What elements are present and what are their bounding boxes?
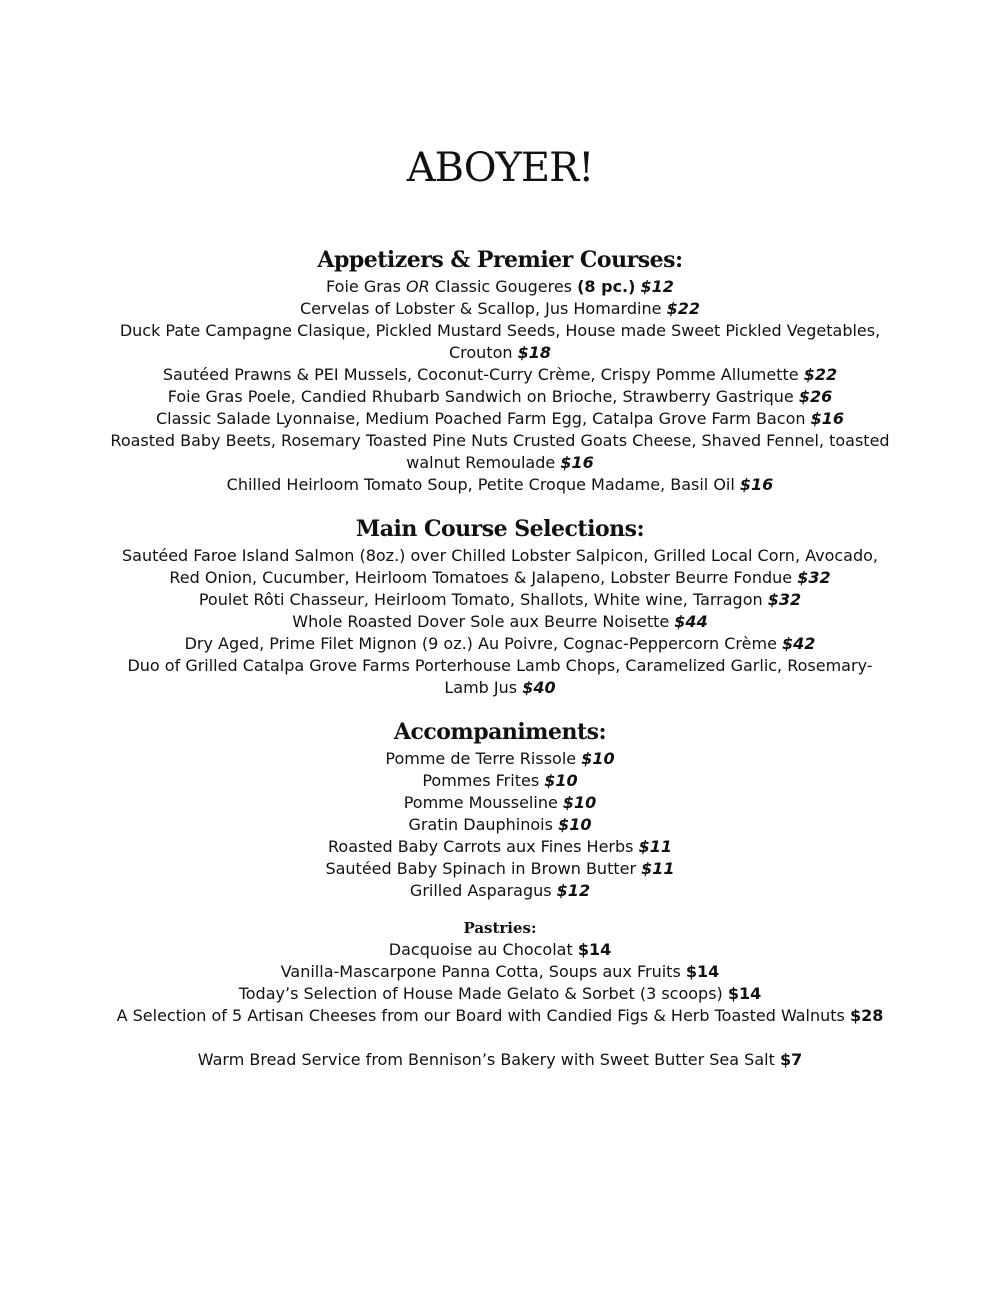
item-price: $7 (779, 1050, 803, 1069)
item-text: Whole Roasted Dover Sole aux Beurre Noisette (292, 612, 670, 631)
item-text: Dacquoise au Chocolat (388, 940, 573, 959)
item-price: $14 (685, 962, 720, 981)
menu-item (110, 364, 890, 386)
item-text: Pommes Frites (422, 771, 540, 790)
item-text: Duck Pate Campagne Clasique, Pickled Mustard Seeds, House made Sweet Pickled Vegetables, Crouton (119, 321, 881, 362)
section-spacer (110, 902, 890, 917)
item-text: Foie Gras Poele, Candied Rhubarb Sandwich on Brioche, Strawberry Gastrique (167, 387, 794, 406)
section-spacer (110, 699, 890, 716)
item-text: Sautéed Faroe Island Salmon (8oz.) over Chilled Lobster Salpicon, Grilled Local Corn, Avocado, Red Onion, Cucumber, Heirloom Tomatoes & Jalapeno, Lobster Beurre Fondue (121, 546, 879, 587)
item-price: $11 (638, 837, 672, 856)
menu-item (110, 386, 890, 408)
menu-item (110, 983, 890, 1005)
mains-section (110, 513, 890, 699)
menu-item (110, 655, 890, 699)
item-text-emphasis: OR (406, 277, 430, 296)
item-price: $14 (577, 940, 612, 959)
item-text: Foie Gras (326, 277, 407, 296)
menu-item (110, 770, 890, 792)
item-text: Grilled Asparagus (409, 881, 552, 900)
item-price: $14 (727, 984, 762, 1003)
menu-item (110, 1005, 890, 1027)
item-text: Today’s Selection of House Made Gelato & Sorbet (3 scoops) (238, 984, 723, 1003)
item-text: Sautéed Baby Spinach in Brown Butter (325, 859, 637, 878)
item-price: $10 (544, 771, 578, 790)
item-price: $22 (803, 365, 838, 384)
item-text: Roasted Baby Beets, Rosemary Toasted Pine Nuts Crusted Goats Cheese, Shaved Fennel, toasted walnut Remoulade (110, 431, 890, 472)
item-text: Poulet Rôti Chasseur, Heirloom Tomato, Shallots, White wine, Tarragon (198, 590, 763, 609)
menu-item (110, 792, 890, 814)
restaurant-title: ABOYER! (406, 145, 594, 191)
item-price: $22 (666, 299, 700, 318)
item-text: Vanilla-Mascarpone Panna Cotta, Soups aux Fruits (280, 962, 681, 981)
appetizers-heading: Appetizers & Premier Courses: (317, 247, 683, 273)
bread-service (110, 1049, 890, 1071)
item-price: $10 (581, 749, 615, 768)
item-price: $32 (767, 590, 802, 609)
item-price: $10 (562, 793, 597, 812)
item-text: Classic Salade Lyonnaise, Medium Poached Farm Egg, Catalpa Grove Farm Bacon (155, 409, 806, 428)
menu-item (110, 589, 890, 611)
mains-list (110, 545, 890, 699)
item-text: Warm Bread Service from Bennison’s Bakery with Sweet Butter Sea Salt (197, 1050, 775, 1069)
menu-item (110, 939, 890, 961)
item-price: $44 (674, 612, 708, 631)
menu-item (110, 880, 890, 902)
menu-item (110, 836, 890, 858)
item-price: $18 (517, 343, 552, 362)
item-price: $40 (522, 678, 556, 697)
appetizers-section (110, 244, 890, 496)
item-text: Pomme de Terre Rissole (385, 749, 577, 768)
mains-heading: Main Course Selections: (355, 516, 645, 542)
menu-item (110, 748, 890, 770)
section-spacer (110, 496, 890, 513)
pastries-list (110, 939, 890, 1027)
item-text: Sautéed Prawns & PEI Mussels, Coconut-Curry Crème, Crispy Pomme Allumette (162, 365, 799, 384)
accompaniments-heading: Accompaniments: (393, 719, 607, 745)
item-price: $42 (782, 634, 816, 653)
menu-item (110, 430, 890, 474)
menu-item (110, 545, 890, 589)
menu-body (110, 244, 890, 1071)
pastries-heading: Pastries: (463, 919, 537, 937)
item-text: Duo of Grilled Catalpa Grove Farms Porterhouse Lamb Chops, Caramelized Garlic, Rosemary-Lamb Jus (127, 656, 873, 697)
item-text: Roasted Baby Carrots aux Fines Herbs (328, 837, 634, 856)
menu-item (110, 276, 890, 298)
item-text: Chilled Heirloom Tomato Soup, Petite Croque Madame, Basil Oil (226, 475, 735, 494)
menu-item (110, 408, 890, 430)
item-price: $32 (797, 568, 831, 587)
item-price: $16 (810, 409, 845, 428)
item-text: Gratin Dauphinois (408, 815, 553, 834)
menu-item (110, 298, 890, 320)
item-text: Pomme Mousseline (403, 793, 558, 812)
item-text: A Selection of 5 Artisan Cheeses from our Board with Candied Figs & Herb Toasted Walnuts (116, 1006, 845, 1025)
item-price: $16 (560, 453, 594, 472)
menu-item (110, 961, 890, 983)
item-price: $12 (640, 277, 674, 296)
section-spacer (110, 1027, 890, 1049)
menu-item (110, 858, 890, 880)
appetizers-list (110, 276, 890, 496)
menu-item (110, 611, 890, 633)
item-price: $11 (641, 859, 675, 878)
menu-item (110, 320, 890, 364)
item-price: $16 (739, 475, 774, 494)
menu-item (110, 814, 890, 836)
pastries-section (110, 917, 890, 1027)
item-text: Dry Aged, Prime Filet Mignon (9 oz.) Au Poivre, Cognac-Peppercorn Crème (184, 634, 777, 653)
menu-item (110, 474, 890, 496)
item-text: Cervelas of Lobster & Scallop, Jus Homardine (300, 299, 662, 318)
item-quantity: (8 pc.) (577, 277, 636, 296)
item-price: $28 (849, 1006, 884, 1025)
accompaniments-section (110, 716, 890, 902)
item-price: $10 (558, 815, 592, 834)
item-price: $26 (798, 387, 833, 406)
item-text: Classic Gougeres (429, 277, 578, 296)
item-price: $12 (556, 881, 591, 900)
menu-item (110, 633, 890, 655)
accompaniments-list (110, 748, 890, 902)
